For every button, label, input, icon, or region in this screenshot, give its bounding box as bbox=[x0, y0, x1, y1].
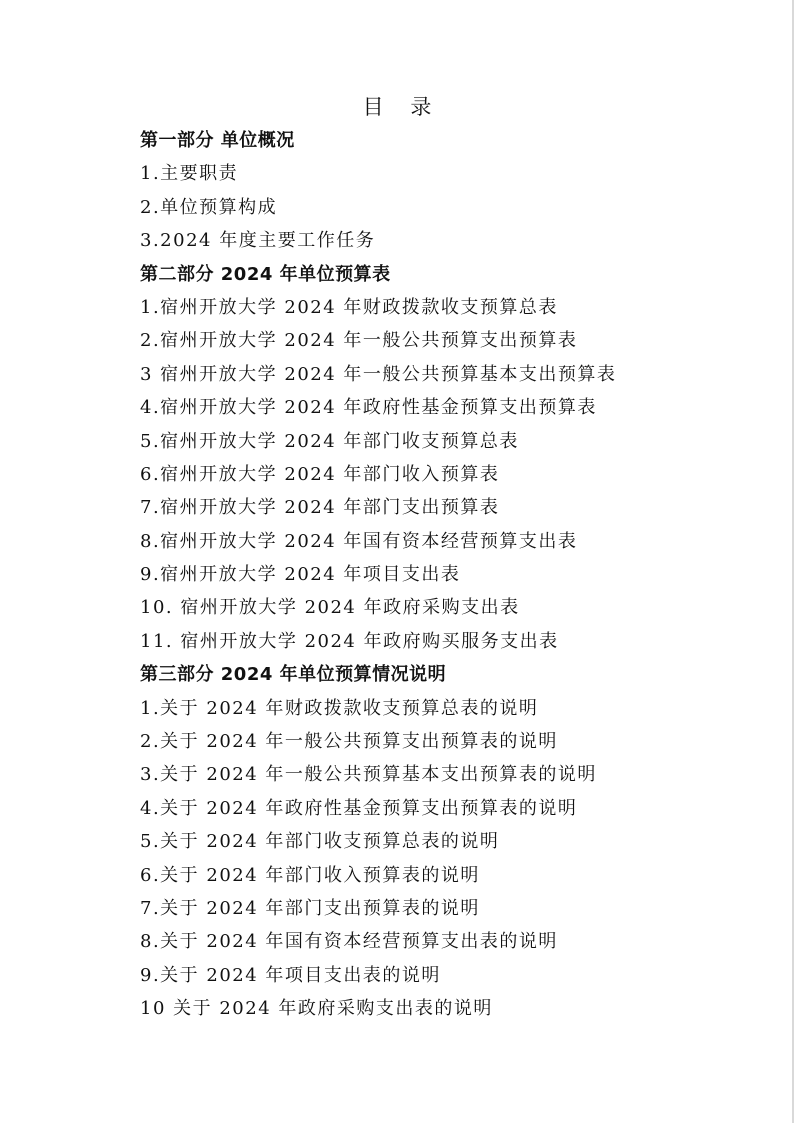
toc-entry: 8.关于 2024 年国有资本经营预算支出表的说明 bbox=[140, 931, 558, 953]
toc-entry: 9.宿州开放大学 2024 年项目支出表 bbox=[140, 564, 461, 586]
toc-entry: 10. 宿州开放大学 2024 年政府采购支出表 bbox=[140, 597, 520, 619]
toc-entry: 10 关于 2024 年政府采购支出表的说明 bbox=[140, 998, 493, 1020]
toc-entry: 8.宿州开放大学 2024 年国有资本经营预算支出表 bbox=[140, 530, 578, 552]
table-of-contents bbox=[140, 124, 760, 1026]
section-heading-part-3: 第三部分 2024 年单位预算情况说明 bbox=[140, 664, 447, 686]
toc-entry: 11. 宿州开放大学 2024 年政府购买服务支出表 bbox=[140, 630, 559, 652]
toc-entry: 7.关于 2024 年部门支出预算表的说明 bbox=[140, 897, 480, 919]
toc-entry: 4.宿州开放大学 2024 年政府性基金预算支出预算表 bbox=[140, 397, 597, 419]
toc-entry: 5.宿州开放大学 2024 年部门收支预算总表 bbox=[140, 430, 519, 452]
page-title: 目 录 bbox=[362, 95, 442, 119]
toc-entry: 6.宿州开放大学 2024 年部门收入预算表 bbox=[140, 463, 500, 485]
section-heading-part-2: 第二部分 2024 年单位预算表 bbox=[140, 263, 391, 285]
toc-entry: 7.宿州开放大学 2024 年部门支出预算表 bbox=[140, 497, 500, 519]
toc-entry: 5.关于 2024 年部门收支预算总表的说明 bbox=[140, 831, 500, 853]
toc-entry: 1.关于 2024 年财政拨款收支预算总表的说明 bbox=[140, 697, 539, 719]
toc-entry: 3.2024 年度主要工作任务 bbox=[140, 230, 376, 252]
toc-entry: 3.关于 2024 年一般公共预算基本支出预算表的说明 bbox=[140, 764, 597, 786]
toc-entry: 1.宿州开放大学 2024 年财政拨款收支预算总表 bbox=[140, 296, 558, 318]
toc-entry: 6.关于 2024 年部门收入预算表的说明 bbox=[140, 864, 480, 886]
toc-entry: 3 宿州开放大学 2024 年一般公共预算基本支出预算表 bbox=[140, 363, 617, 385]
section-heading-part-1: 第一部分 单位概况 bbox=[140, 130, 295, 151]
toc-entry: 4.关于 2024 年政府性基金预算支出预算表的说明 bbox=[140, 797, 578, 819]
toc-entry: 9.关于 2024 年项目支出表的说明 bbox=[140, 964, 441, 986]
toc-entry: 2.关于 2024 年一般公共预算支出预算表的说明 bbox=[140, 731, 558, 753]
toc-entry: 2.单位预算构成 bbox=[140, 196, 278, 218]
toc-entry: 2.宿州开放大学 2024 年一般公共预算支出预算表 bbox=[140, 330, 578, 352]
toc-entry: 1.主要职责 bbox=[140, 163, 239, 185]
